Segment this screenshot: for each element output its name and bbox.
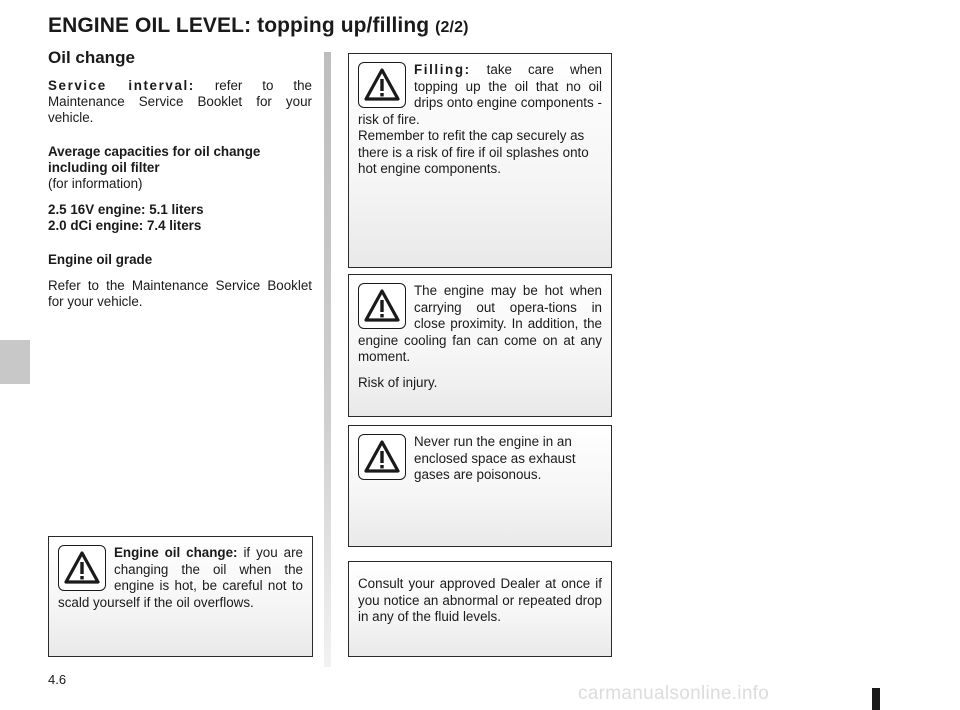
capacities-title-line-2: including oil filter — [48, 160, 160, 175]
service-interval-text: refer to the Maintenance Service Booklet for your vehicle. — [48, 78, 312, 125]
page-title — [48, 14, 469, 38]
capacities-title-line-1: Average capacities for oil change — [48, 144, 261, 159]
grade-text: Refer to the Maintenance Service Booklet for your vehicle. — [48, 278, 312, 309]
section-heading: Oil change — [48, 48, 135, 67]
dealer-advice-box — [348, 561, 612, 657]
warning-triangle-glyph — [363, 67, 401, 103]
watermark: carmanualsonline.info — [578, 683, 770, 704]
filling-warning-label: Filling: — [414, 62, 471, 77]
title-part: (2/2) — [435, 19, 469, 36]
warning-triangle-icon — [358, 434, 406, 480]
dealer-advice-text: Consult your approved Dealer at once if you notice an abnormal or repeated drop in any of the fluid levels. — [358, 576, 602, 624]
service-interval — [48, 78, 312, 126]
oil-change-section — [48, 50, 312, 310]
warning-triangle-icon — [58, 545, 106, 591]
warning-triangle-icon — [358, 283, 406, 329]
warning-triangle-glyph — [63, 550, 101, 586]
hot-engine-warning-text: The engine may be hot when carrying out opera-tions in close proximity. In addition, the engine cooling fan can come on at any moment. — [358, 283, 602, 364]
oil-change-warning-box — [48, 536, 313, 657]
capacities-note: (for information) — [48, 176, 143, 191]
enclosed-space-warning-text: Never run the engine in an enclosed space as exhaust gases are poisonous. — [414, 434, 576, 482]
filling-warning-body: take care when topping up the oil that no oil drips onto engine components - risk of fire. — [358, 62, 602, 127]
filling-warning-text-2: Remember to refit the cap securely as there is a risk of fire if oil splashes onto hot engine components. — [358, 128, 589, 176]
page-number: 4.6 — [48, 672, 67, 687]
engine-capacity-1: 2.5 16V engine: 5.1 liters — [48, 202, 204, 217]
hot-engine-warning-box — [348, 274, 612, 417]
title-main: ENGINE OIL LEVEL: topping up/filling — [48, 14, 430, 37]
chapter-tab — [0, 340, 30, 384]
warning-triangle-glyph — [363, 439, 401, 475]
oil-change-warning-body: if you are changing the oil when the engine is hot, be careful not to scald yourself if the oil overflows. — [58, 545, 303, 610]
column-divider — [324, 52, 331, 667]
filling-warning-box — [348, 53, 612, 268]
grade-title: Engine oil grade — [48, 252, 153, 267]
oil-change-warning-label: Engine oil change: — [114, 545, 238, 560]
warning-triangle-glyph — [363, 288, 401, 324]
page-marker — [872, 688, 880, 710]
hot-engine-risk-text: Risk of injury. — [358, 374, 438, 390]
engine-capacity-2: 2.0 dCi engine: 7.4 liters — [48, 218, 202, 233]
enclosed-space-warning-box — [348, 425, 612, 547]
service-interval-label: Service interval: — [48, 78, 195, 93]
warning-triangle-icon — [358, 62, 406, 108]
